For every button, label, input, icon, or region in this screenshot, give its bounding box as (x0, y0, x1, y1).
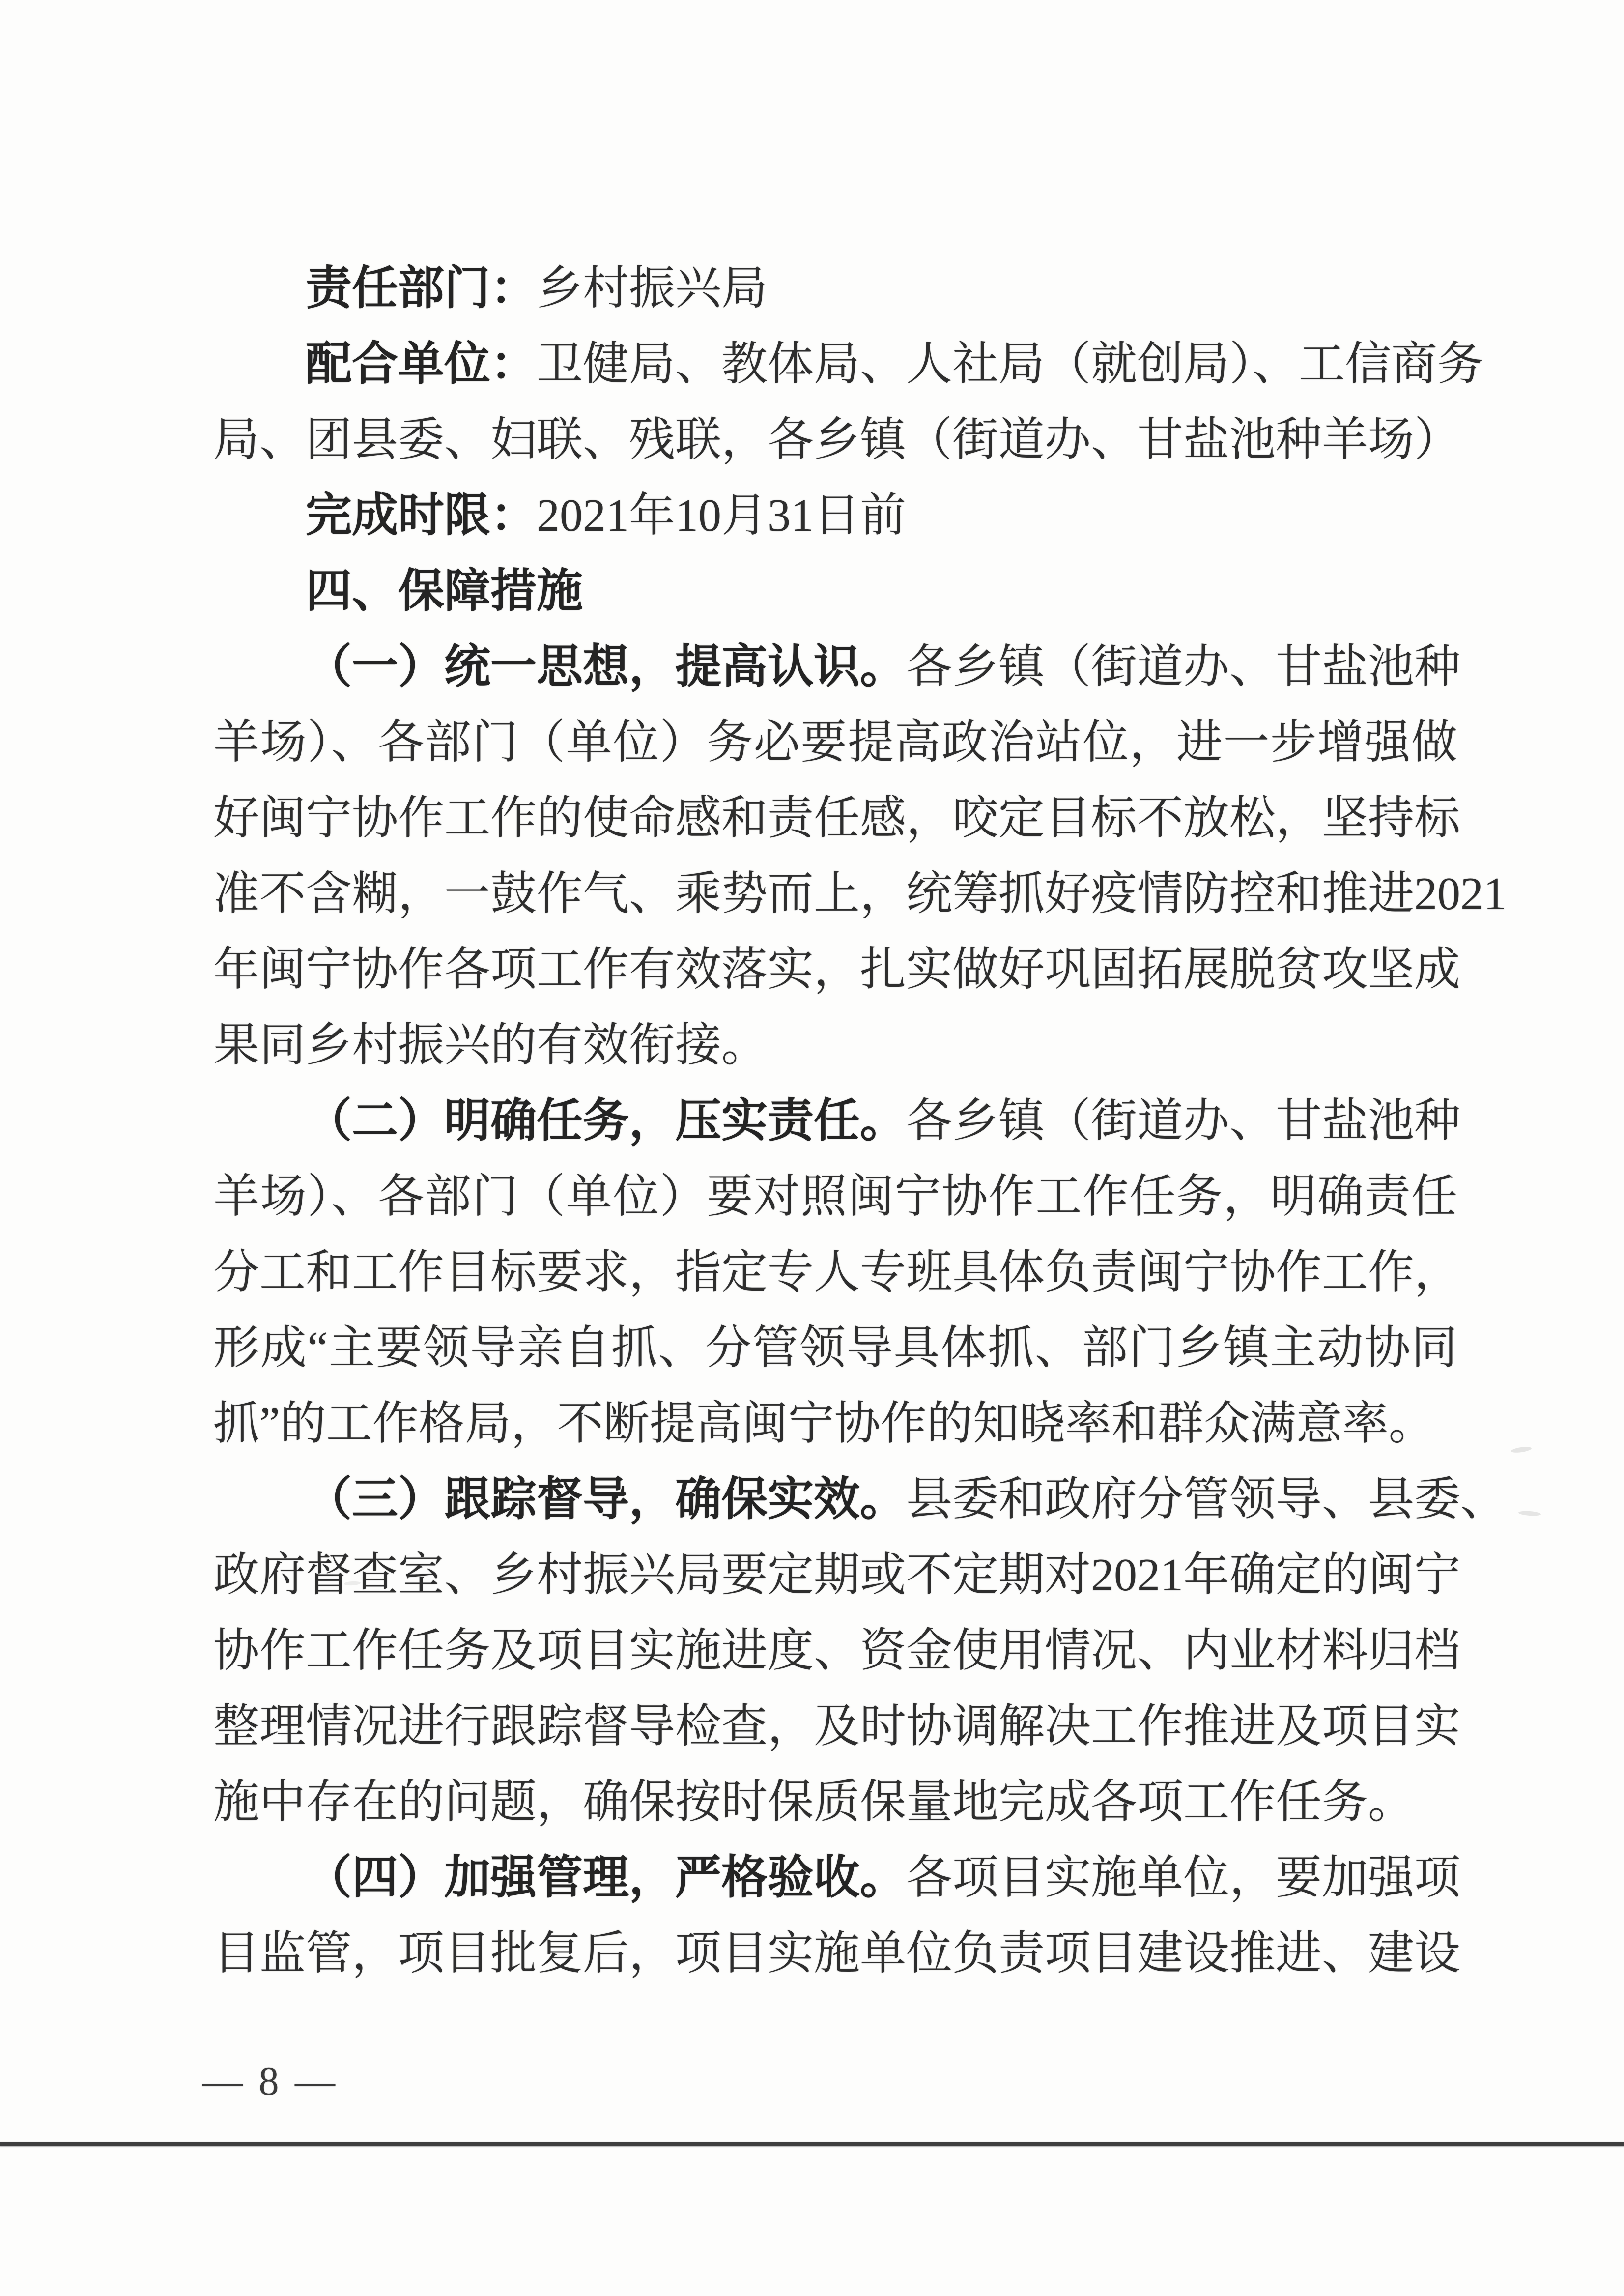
text-line (213, 932, 1461, 1007)
document-body (213, 251, 1507, 1991)
page-number: — 8 — (202, 2059, 338, 2103)
body-text: 羊场）、各部门（单位）务必要提高政治站位，进一步增强做 (213, 717, 1457, 768)
text-line (213, 1613, 1461, 1689)
field-label: 完成时限： (306, 490, 537, 541)
body-text: 各乡镇（街道办、甘盐池种 (906, 641, 1461, 692)
footer-rule (0, 2142, 1624, 2146)
page-footer (202, 2054, 338, 2108)
body-text: 目监管，项目批复后，项目实施单位负责项目建设推进、建设 (213, 1928, 1461, 1979)
body-text: 果同乡村振兴的有效衔接。 (213, 1020, 768, 1071)
field-label: 责任部门： (306, 263, 537, 314)
text-line (213, 1007, 1457, 1083)
text-line (213, 1310, 1457, 1386)
text-line (213, 1764, 1457, 1840)
body-text: 各乡镇（街道办、甘盐池种 (906, 1095, 1461, 1147)
body-text: 各项目实施单位，要加强项 (906, 1852, 1461, 1903)
text-line (213, 1159, 1457, 1234)
field-label: 配合单位： (306, 339, 537, 390)
text-line (213, 705, 1457, 780)
scan-artifact (1518, 1510, 1541, 1516)
body-text: 准不含糊，一鼓作气、乘势而上，统筹抓好疫情防控和推进2021 (213, 868, 1507, 919)
text-line (213, 1537, 1461, 1613)
body-text: 羊场）、各部门（单位）要对照闽宁协作工作任务，明确责任 (213, 1171, 1457, 1222)
text-line (213, 326, 1484, 402)
body-text: 卫健局、教体局、人社局（就创局）、工信商务 (537, 339, 1484, 390)
text-line (213, 1462, 1507, 1537)
body-text: 县委和政府分管领导、县委、 (906, 1474, 1507, 1525)
subheading-text: （一）统一思想，提高认识。 (306, 641, 907, 692)
text-line (213, 1234, 1461, 1310)
text-line (213, 629, 1461, 705)
body-text: 分工和工作目标要求，指定专人专班具体负责闽宁协作工作， (213, 1247, 1461, 1298)
body-text: 整理情况进行跟踪督导检查，及时协调解决工作推进及项目实 (213, 1701, 1461, 1752)
body-text: 乡村振兴局 (537, 263, 768, 314)
body-text: 协作工作任务及项目实施进度、资金使用情况、内业材料归档 (213, 1625, 1461, 1676)
text-line (213, 402, 1461, 478)
text-line (213, 478, 1457, 553)
body-text: 年闽宁协作各项工作有效落实，扎实做好巩固拓展脱贫攻坚成 (213, 944, 1461, 995)
heading-text: 四、保障措施 (306, 566, 583, 617)
text-line (213, 1840, 1461, 1916)
body-text: 2021年10月31日前 (537, 490, 907, 541)
text-line (213, 780, 1461, 856)
text-line (213, 1386, 1457, 1462)
body-text: 施中存在的问题，确保按时保质保量地完成各项工作任务。 (213, 1777, 1415, 1828)
text-line (213, 1689, 1461, 1764)
body-text: 抓”的工作格局，不断提高闽宁协作的知晓率和群众满意率。 (213, 1398, 1435, 1449)
body-text: 好闽宁协作工作的使命感和责任感，咬定目标不放松，坚持标 (213, 793, 1461, 844)
scan-artifact (1511, 1446, 1532, 1454)
subheading-text: （三）跟踪督导，确保实效。 (306, 1474, 907, 1525)
text-line (213, 1083, 1461, 1159)
body-text: 政府督查室、乡村振兴局要定期或不定期对2021年确定的闽宁 (213, 1550, 1461, 1601)
body-text: 形成“主要领导亲自抓、分管领导具体抓、部门乡镇主动协同 (213, 1322, 1457, 1374)
text-line (213, 856, 1507, 932)
subheading-text: （四）加强管理，严格验收。 (306, 1852, 907, 1903)
section-heading (213, 553, 1457, 629)
text-line (213, 251, 1457, 326)
text-line (213, 1916, 1461, 1991)
body-text: 局、团县委、妇联、残联，各乡镇（街道办、甘盐池种羊场） (213, 414, 1461, 465)
subheading-text: （二）明确任务，压实责任。 (306, 1095, 907, 1147)
